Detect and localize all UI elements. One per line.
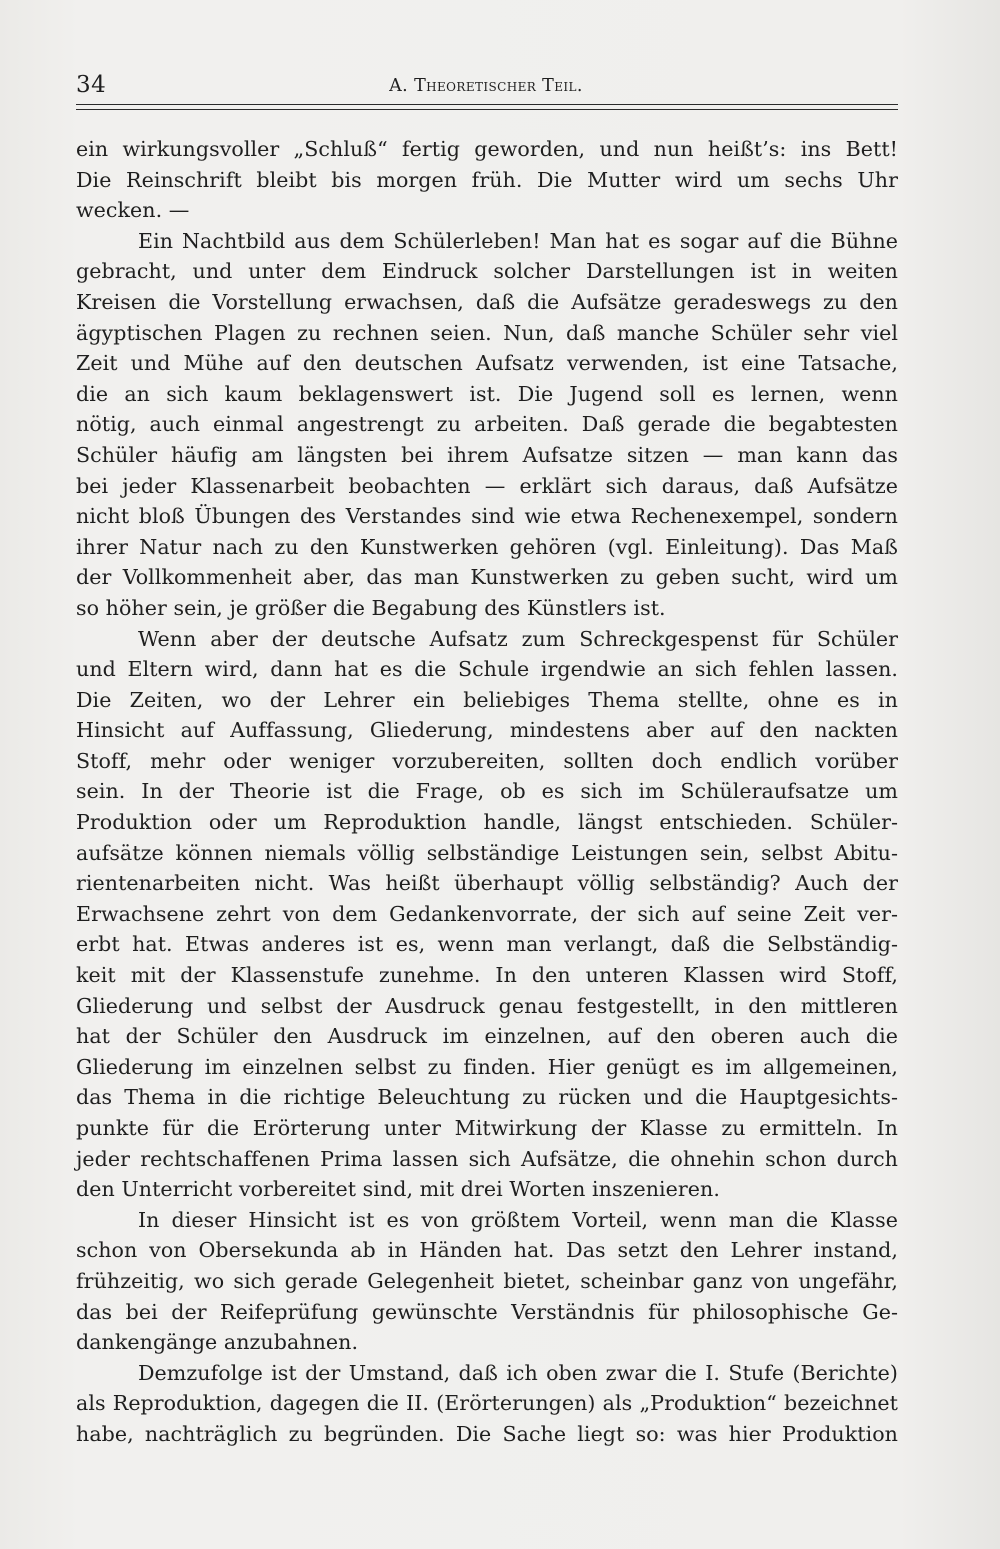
text-line: und Eltern wird, dann hat es die Schule irgendwie an sich fehlen lassen. (76, 657, 898, 682)
text-line: Demzufolge ist der Umstand, daß ich oben zwar die I. Stufe (Berichte) (138, 1360, 898, 1385)
text-line: ihrer Natur nach zu den Kunstwerken gehören (vgl. Einleitung). Das Maß (76, 534, 898, 559)
text-line: dankengänge anzubahnen. (76, 1330, 359, 1355)
text-line: punkte für die Erörterung unter Mitwirkung der Klasse zu ermitteln. In (76, 1116, 898, 1140)
text-line: erbt hat. Etwas anderes ist es, wenn man verlangt, daß die Selbständig- (76, 932, 898, 957)
text-line: Stoff, mehr oder weniger vorzubereiten, sollten doch endlich vorüber (76, 748, 898, 773)
text-line: Gliederung im einzelnen selbst zu finden. Hier genügt es im allgemeinen, (76, 1054, 898, 1079)
text-line: das Thema in die richtige Beleuchtung zu rücken und die Hauptgesichts- (76, 1085, 898, 1110)
text-line: keit mit der Klassenstufe zunehme. In den unteren Klassen wird Stoff, (76, 963, 898, 988)
text-line: hat der Schüler den Ausdruck im einzelnen, auf den oberen auch die (76, 1024, 898, 1049)
header-rule-top (76, 104, 898, 105)
text-line: Wenn aber der deutsche Aufsatz zum Schreckgespenst für Schüler (138, 626, 898, 651)
text-line: Gliederung und selbst der Ausdruck genau festgestellt, in den mittleren (76, 993, 898, 1018)
text-line: der Vollkommenheit aber, das man Kunstwerken zu geben sucht, wird um (76, 565, 898, 590)
text-line: Zeit und Mühe auf den deutschen Aufsatz verwenden, ist eine Tatsache, (76, 351, 898, 376)
text-line: frühzeitig, wo sich gerade Gelegenheit bietet, scheinbar ganz von ungefähr, (76, 1268, 898, 1293)
text-line: als Reproduktion, dagegen die II. (Erörterungen) als „Produktion“ bezeichnet (76, 1391, 898, 1416)
text-line: Die Reinschrift bleibt bis morgen früh. Die Mutter wird um sechs Uhr (76, 167, 898, 192)
text-line: In dieser Hinsicht ist es von größtem Vorteil, wenn man die Klasse (138, 1207, 898, 1232)
text-line: habe, nachträglich zu begründen. Die Sache liegt so: was hier Produktion (76, 1421, 898, 1446)
text-line: ein wirkungsvoller „Schluß“ fertig geworden, und nun heißt’s: ins Bett! (76, 137, 898, 161)
text-line: wecken. — (76, 198, 190, 223)
header-rule-bottom (76, 109, 898, 110)
page-number: 34 (76, 72, 107, 98)
text-line: jeder rechtschaffenen Prima lassen sich Aufsätze, die ohnehin schon durch (76, 1146, 898, 1171)
text-line: Hinsicht auf Auffassung, Gliederung, mindestens aber auf den nackten (76, 718, 898, 743)
text-line: gebracht, und unter dem Eindruck solcher Darstellungen ist in weiten (76, 259, 898, 284)
text-line: so höher sein, je größer die Begabung des Künstlers ist. (76, 595, 666, 620)
page-header (76, 72, 896, 102)
text-line: Schüler häufig am längsten bei ihrem Aufsatze sitzen — man kann das (76, 442, 898, 467)
text-line: Erwachsene zehrt von dem Gedankenvorrate, der sich auf seine Zeit ver- (76, 901, 898, 926)
text-line: Kreisen die Vorstellung erwachsen, daß die Aufsätze geradeswegs zu den (76, 289, 898, 314)
text-line: die an sich kaum beklagenswert ist. Die Jugend soll es lernen, wenn (76, 381, 898, 406)
text-line: aufsätze können niemals völlig selbständige Leistungen sein, selbst Abitu- (76, 840, 898, 865)
text-line: bei jeder Klassenarbeit beobachten — erklärt sich daraus, daß Aufsätze (76, 473, 898, 498)
text-line: nötig, auch einmal angestrengt zu arbeiten. Daß gerade die begabtesten (76, 412, 898, 437)
text-line: sein. In der Theorie ist die Frage, ob es sich im Schüleraufsatze um (76, 779, 898, 804)
text-line: rientenarbeiten nicht. Was heißt überhaupt völlig selbständig? Auch der (76, 871, 898, 896)
text-line: nicht bloß Übungen des Verstandes sind wie etwa Rechenexempel, sondern (76, 504, 898, 529)
running-head: A. Theoretischer Teil. (389, 76, 583, 96)
text-line: das bei der Reifeprüfung gewünschte Verständnis für philosophische Ge- (76, 1299, 898, 1324)
text-line: Produktion oder um Reproduktion handle, längst entschieden. Schüler- (76, 810, 898, 835)
text-line: schon von Obersekunda ab in Händen hat. Das setzt den Lehrer instand, (76, 1238, 898, 1263)
body-text (76, 134, 898, 1450)
text-line: ägyptischen Plagen zu rechnen seien. Nun, daß manche Schüler sehr viel (76, 320, 898, 345)
text-line: den Unterricht vorbereitet sind, mit drei Worten inszenieren. (76, 1177, 720, 1202)
text-line: Die Zeiten, wo der Lehrer ein beliebiges Thema stellte, ohne es in (76, 687, 898, 712)
text-line: Ein Nachtbild aus dem Schülerleben! Man hat es sogar auf die Bühne (138, 228, 898, 253)
